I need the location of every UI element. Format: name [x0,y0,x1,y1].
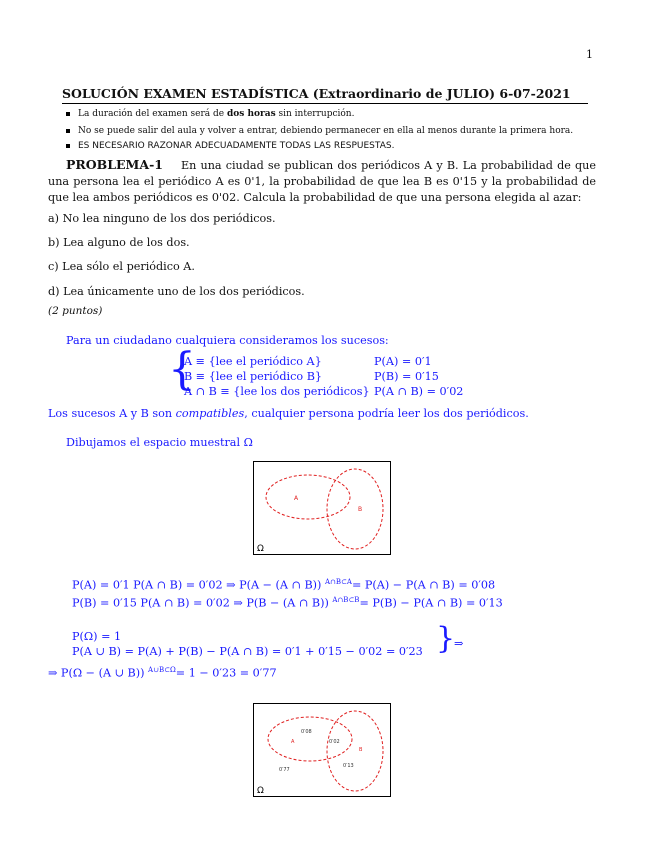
points: (2 puntos) [48,305,103,317]
event-a-prob: P(A) = 0′1 [374,355,432,368]
event-ab-prob: P(A ∩ B) = 0′02 [374,385,464,398]
question-b: b) Lea alguno de los dos. [48,236,190,249]
question-d: d) Lea únicamente uno de los dos periódicos. [48,285,305,298]
event-a: A ≡ {lee el periódico A} [184,355,322,368]
venn-diagram-2 [253,703,391,797]
question-a: a) No lea ninguno de los dos periódicos. [48,212,276,225]
title-rule [62,103,588,104]
implication-brace: } [436,621,456,656]
equation-5: ⇒ P(Ω − (A ∪ B)) $^{A\cup B\subset\Omega}$= 1 − 0′23 = 0′77 [48,666,277,680]
set-a-label: A [294,495,299,502]
equation-4: P(A ∪ B) = P(A) + P(B) − P(A ∩ B) = 0′1 + 0′15 − 0′02 = 0′23 [72,645,423,658]
label-outside: 0′77 [279,767,290,773]
venn-diagram-1 [253,461,391,555]
svg-text:A: A [291,739,295,745]
omega-label: Ω [257,544,264,554]
implies-arrow: ⇒ [454,637,464,650]
omega-label: Ω [257,786,264,796]
event-b-prob: P(B) = 0′15 [374,370,439,383]
bullet-duration: La duración del examen será de dos horas sin interrupción. [66,109,354,119]
equation-3: P(Ω) = 1 [72,630,122,643]
svg-text:B: B [359,747,363,753]
question-c: c) Lea sólo el periódico A. [48,260,195,273]
solution-intro: Para un ciudadano cualquiera consideramos los sucesos: [66,334,389,347]
sample-space-heading: Dibujamos el espacio muestral Ω [66,436,253,449]
event-b: B ≡ {lee el periódico B} [184,370,323,383]
page-title: SOLUCIÓN EXAMEN ESTADÍSTICA (Extraordinario de JULIO) 6-07-2021 [62,86,571,101]
label-intersection: 0′02 [329,739,340,745]
bullet-reason: ES NECESARIO RAZONAR ADECUADAMENTE TODAS LAS RESPUESTAS. [66,141,394,151]
compatible-note: Los sucesos A y B son compatibles, cualquier persona podría leer los dos periódicos. [48,407,529,420]
problem-statement: PROBLEMA-1 En una ciudad se publican dos periódicos A y B. La probabilidad de que una persona lea el periódico A es 0'1, la probabilidad de que lea B es 0'15 y la probabilidad de que lea ambos periódicos es 0'02. Calcula la probabilidad de que una persona elegida al azar: [48,157,596,204]
label-b-only: 0′13 [343,763,354,769]
events-brace: { [168,344,196,395]
label-a-only: 0′08 [301,729,312,735]
event-ab: A ∩ B ≡ {lee los dos periódicos} [184,385,370,398]
equation-1: P(A) = 0′1 P(A ∩ B) = 0′02 ⇒ P(A − (A ∩ B)) $^{A\cap B\subset A}$= P(A) − P(A ∩ B) = 0′08 [72,578,496,592]
equation-2: P(B) = 0′15 P(A ∩ B) = 0′02 ⇒ P(B − (A ∩ B)) $^{A\cap B\subset B}$= P(B) − P(A ∩ B) = 0′13 [72,596,503,610]
page-number: 1 [586,48,593,61]
set-b-label: B [358,506,363,513]
bullet-exit: No se puede salir del aula y volver a entrar, debiendo permanecer en ella al menos durante la primera hora. [66,126,573,136]
